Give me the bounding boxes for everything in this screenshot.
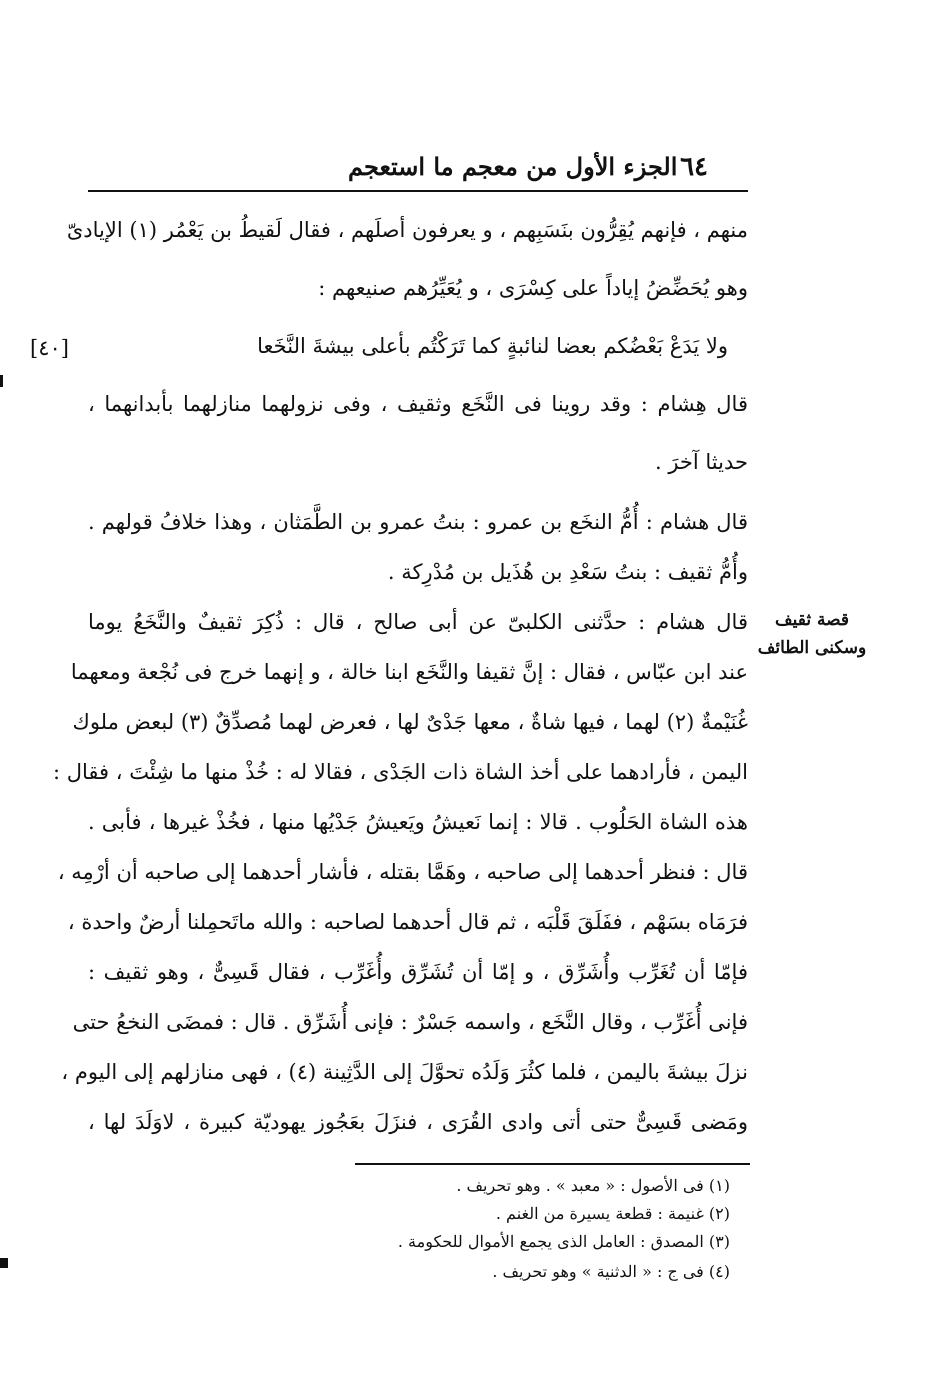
text-line: قال : فنظر أحدهما إلى صاحبه ، وهَمَّا بقتله ، فأشار أحدهما إلى صاحبه أن أرْمِه ، — [57, 860, 748, 884]
text-line: فإمّا أن تُغَرِّب وأُشَرِّق ، و إمّا أن تُشَرِّق وأُغَرِّب ، فقال قَسِىٌّ ، وهو ثقيف : — [88, 960, 748, 984]
text-line: قال هشام : حدَّثنى الكلبىّ عن أبى صالح ، قال : ذُكِرَ ثقيفٌ والنَّخَعُ يوما — [88, 610, 748, 634]
verse-number: [٤٠] — [30, 336, 69, 360]
text-line: فرَمَاه بسَهْم ، ففَلَقَ قَلْبَه ، ثم قال أحدهما لصاحبه : والله ماتَحمِلنا أرضٌ واحدة ، — [67, 910, 748, 934]
text-line: عند ابن عبّاس ، فقال : إنَّ ثقيفا والنَّخَع ابنا خالة ، و إنهما خرج فى نُجْعة ومعهما — [70, 660, 748, 684]
text-line: اليمن ، فأرادهما على أخذ الشاة ذات الجَدْى ، فقالا له : خُذْ منها ما شِئْتَ ، فقال : — [53, 760, 748, 784]
scan-edge-mark — [0, 1258, 8, 1268]
page-number: ٦٤ — [680, 152, 708, 182]
text-line: هذه الشاة الحَلُوب . قالا : إنما نَعيشُ ويَعيشُ جَدْيُها منها ، فخُذْ غيرها ، فأبى . — [88, 810, 748, 834]
text-line: وأُمُّ ثقيف : بنتُ سَعْدِ بن هُذَيل بن مُدْرِكة . — [387, 560, 748, 584]
footnote: (٣) المصدق : العامل الذى يجمع الأموال للحكومة . — [397, 1232, 730, 1251]
margin-note-line: قصة ثقيف — [775, 610, 849, 630]
running-title: الجزء الأول من معجم ما استعجم — [348, 152, 678, 181]
page-header — [88, 150, 748, 192]
text-line: نزلَ بيشةَ باليمن ، فلما كثُرَ وَلَدُه تحوَّلَ إلى الدَّثِينة (٤) ، فهى منازلهم إلى اليوم ، — [61, 1060, 748, 1084]
verse-line: ولا يَدَعْ بَعْضُكم بعضا لنائبةٍ كما تَرَكْتُم بأعلى بيشةَ النَّخَعا — [257, 334, 728, 358]
footnote: (٢) غنيمة : قطعة يسيرة من الغنم . — [495, 1204, 730, 1223]
footnote: (١) فى الأصول : « معبد » . وهو تحريف . — [456, 1176, 730, 1195]
footnote-divider — [355, 1163, 750, 1165]
text-line: حديثا آخرَ . — [654, 450, 748, 474]
text-line: قال هِشام : وقد روينا فى النَّخَع وثقيف ، وفى نزولهما منازلهما بأبدانهما ، — [88, 392, 748, 416]
text-line: ومَضى قَسِىٌّ حتى أتى وادى القُرَى ، فنزَلَ بعَجُوز يهوديّة كبيرة ، لاوَلَدَ لها ، — [88, 1110, 748, 1134]
text-line: قال هشام : أُمُّ النخَع بن عمرو : بنتُ عمرو بن الطَّمَثان ، وهذا خلافُ قولهم . — [88, 510, 748, 534]
text-line: منهم ، فإنهم يُقِرُّون بنَسَبِهم ، و يعرفون أصلَهم ، فقال لَقيطُ بن يَعْمُر (١) الإيادىّ — [66, 218, 748, 242]
text-line: وهو يُحَضِّضُ إياداً على كِسْرَى ، و يُعَيِّرُهم صنيعهم : — [318, 276, 748, 300]
text-line: غُنَيْمةٌ (٢) لهما ، فيها شاةٌ ، معها جَدْىٌ لها ، فعرض لهما مُصدِّقٌ (٣) لبعض ملوك — [72, 710, 748, 734]
margin-note-line: وسكنى الطائف — [757, 638, 867, 658]
footnote: (٤) فى ج : « الدثنية » وهو تحريف . — [492, 1262, 730, 1281]
scan-edge-mark — [0, 375, 3, 387]
margin-note — [752, 606, 872, 662]
text-line: فإنى أُغَرِّب ، وقال النَّخَع ، واسمه جَسْرٌ : فإنى أُشَرِّق . قال : فمضَى النخعُ حتى — [72, 1010, 748, 1034]
